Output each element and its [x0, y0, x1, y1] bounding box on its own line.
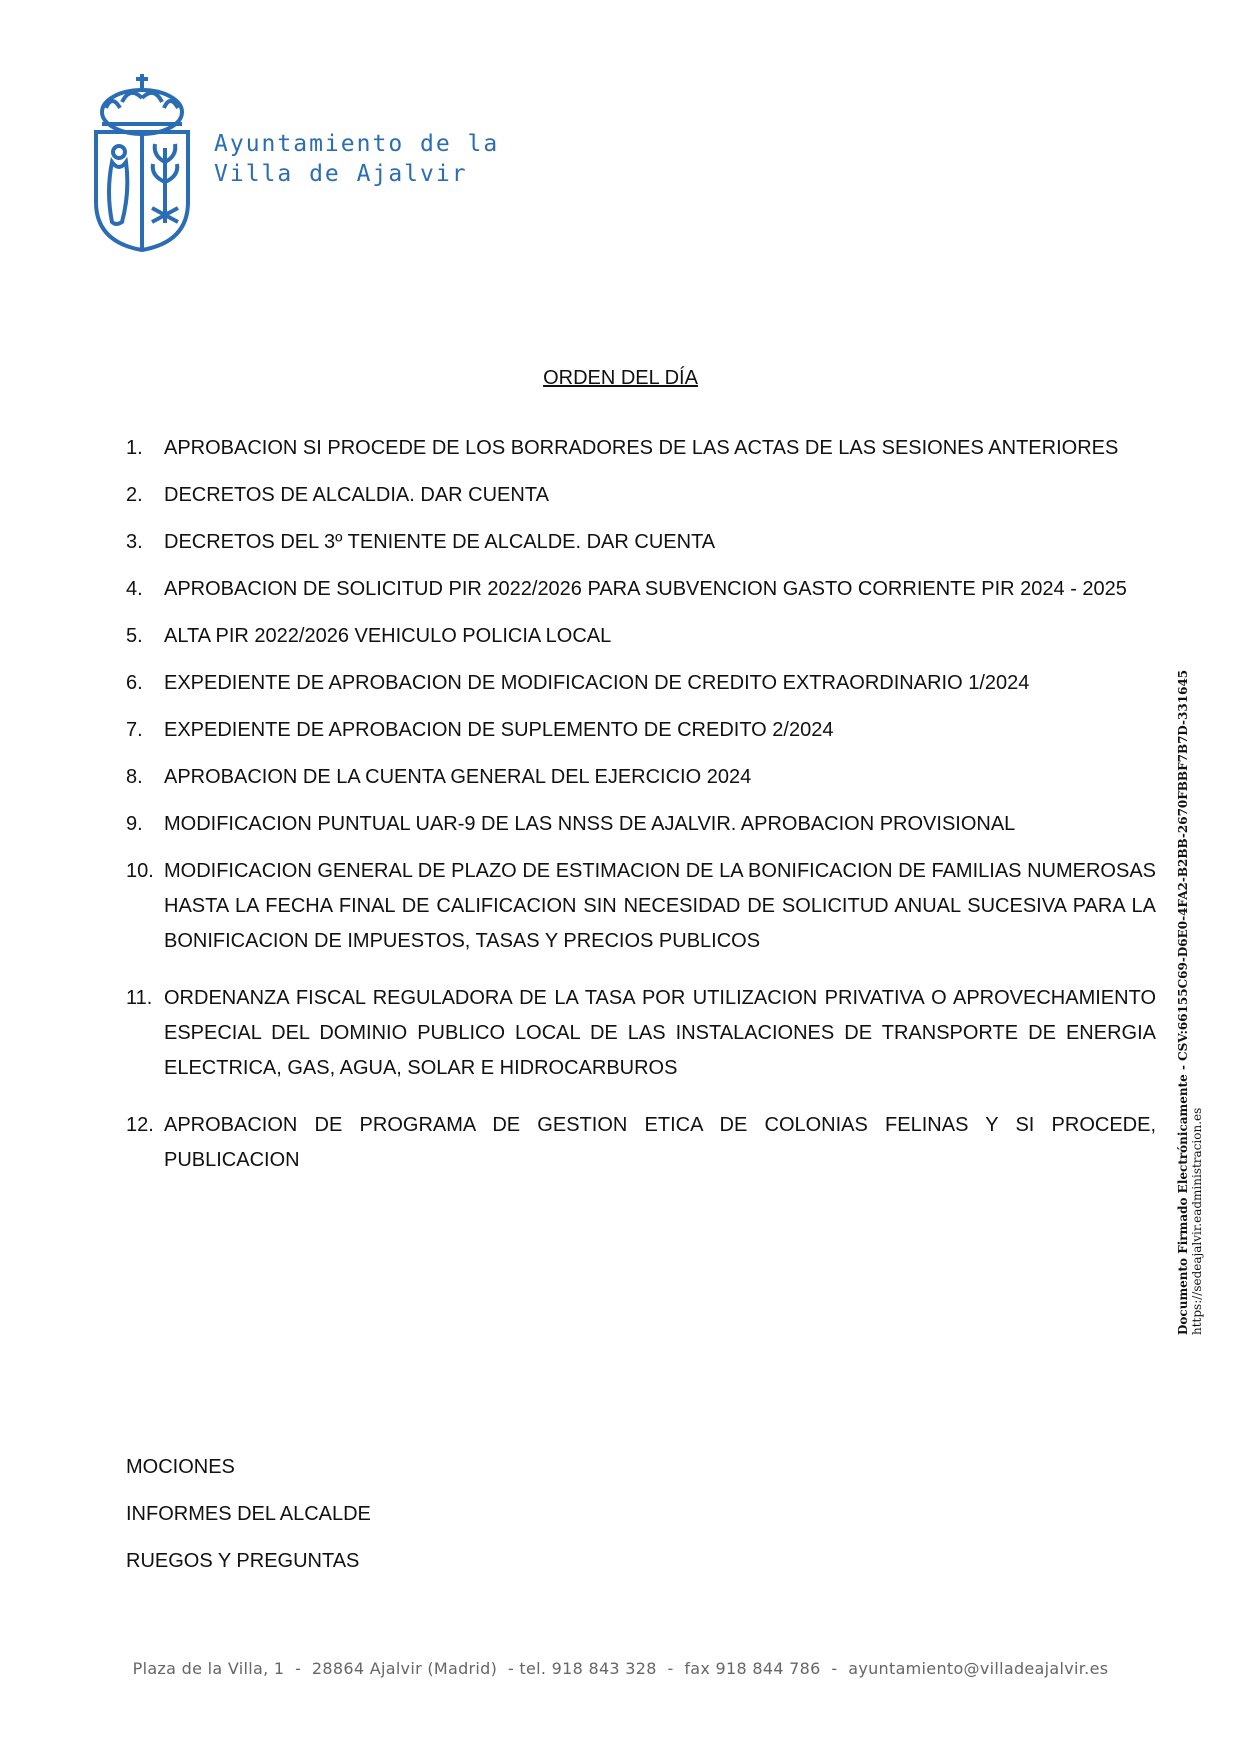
agenda-item-1: [126, 431, 1156, 466]
agenda-item-number: 2.: [126, 484, 143, 506]
agenda-item-text: ALTA PIR 2022/2026 VEHICULO POLICIA LOCAL: [164, 625, 612, 647]
agenda-item-number: 9.: [126, 813, 143, 835]
agenda-item-text: EXPEDIENTE DE APROBACION DE SUPLEMENTO DE CREDITO 2/2024: [164, 719, 834, 741]
agenda-item-text: APROBACION DE SOLICITUD PIR 2022/2026 PARA SUBVENCION GASTO CORRIENTE PIR 2024 - 2025: [164, 578, 1127, 600]
section-ruegos-preguntas: RUEGOS Y PREGUNTAS: [126, 1550, 360, 1572]
agenda-item-text: DECRETOS DEL 3º TENIENTE DE ALCALDE. DAR CUENTA: [164, 531, 716, 553]
signature-url: https://sedeajalvir.eadministracion.es: [1190, 1107, 1204, 1335]
agenda-item-5: [126, 619, 1156, 654]
agenda-item-text: APROBACION DE PROGRAMA DE GESTION ETICA DE COLONIAS FELINAS Y SI PROCEDE, PUBLICACION: [164, 1114, 1156, 1171]
organization-name-line2: Villa de Ajalvir: [214, 161, 468, 187]
additional-sections: [126, 1444, 371, 1585]
section-mociones: MOCIONES: [126, 1456, 235, 1478]
organization-name-line1: Ayuntamiento de la: [214, 131, 500, 157]
agenda-item-9: [126, 807, 1156, 842]
electronic-signature-stamp: [1176, 670, 1204, 1335]
section-informes-alcalde: INFORMES DEL ALCALDE: [126, 1503, 371, 1525]
agenda-item-number: 6.: [126, 672, 143, 694]
agenda-item-text: DECRETOS DE ALCALDIA. DAR CUENTA: [164, 484, 549, 506]
agenda-item-7: [126, 713, 1156, 748]
agenda-item-number: 11.: [126, 987, 153, 1009]
crowned-coat-of-arms-icon: [92, 72, 192, 252]
agenda-item-11: [126, 981, 1156, 1086]
agenda-item-text: APROBACION SI PROCEDE DE LOS BORRADORES DE LAS ACTAS DE LAS SESIONES ANTERIORES: [164, 437, 1119, 459]
agenda-item-number: 4.: [126, 578, 143, 600]
agenda-item-text: APROBACION DE LA CUENTA GENERAL DEL EJERCICIO 2024: [164, 766, 752, 788]
agenda-item-text: MODIFICACION PUNTUAL UAR-9 DE LAS NNSS DE AJALVIR. APROBACION PROVISIONAL: [164, 813, 1016, 835]
agenda-item-3: [126, 525, 1156, 560]
agenda-item-4: [126, 572, 1156, 607]
agenda-item-number: 3.: [126, 531, 143, 553]
agenda-item-12: [126, 1108, 1156, 1178]
signature-csv: Documento Firmado Electrónicamente - CSV:66155C69-D6E0-4FA2-B2BB-2670FBBF7B7D-331645: [1176, 669, 1190, 1335]
agenda-item-number: 5.: [126, 625, 143, 647]
footer-contact: Plaza de la Villa, 1 - 28864 Ajalvir (Madrid) - tel. 918 843 328 - fax 918 844 786 - ayuntamiento@villadeajalvir.es: [132, 1659, 1109, 1678]
coat-of-arms-logo: [92, 72, 192, 252]
document-title: ORDEN DEL DÍA: [543, 367, 698, 389]
agenda-item-text: ORDENANZA FISCAL REGULADORA DE LA TASA POR UTILIZACION PRIVATIVA O APROVECHAMIENTO ESPECIAL DEL DOMINIO PUBLICO LOCAL DE LAS INSTALACIONES DE TRANSPORTE DE ENERGIA ELECTRICA, GAS, AGUA, SOLAR E HIDROCARBUROS: [164, 987, 1156, 1079]
agenda-item-number: 1.: [126, 437, 143, 459]
agenda-item-text: MODIFICACION GENERAL DE PLAZO DE ESTIMACION DE LA BONIFICACION DE FAMILIAS NUMEROSAS HASTA LA FECHA FINAL DE CALIFICACION SIN NECESIDAD DE SOLICITUD ANUAL SUCESIVA PARA LA BONIFICACION DE IMPUESTOS, TASAS Y PRECIOS PUBLICOS: [164, 860, 1156, 952]
agenda-item-number: 10.: [126, 860, 154, 882]
agenda-item-10: [126, 854, 1156, 959]
agenda-item-text: EXPEDIENTE DE APROBACION DE MODIFICACION DE CREDITO EXTRAORDINARIO 1/2024: [164, 672, 1030, 694]
agenda-item-number: 8.: [126, 766, 143, 788]
agenda-list: [126, 431, 1156, 1190]
agenda-item-number: 7.: [126, 719, 143, 741]
agenda-item-8: [126, 760, 1156, 795]
organization-name: [214, 129, 499, 189]
agenda-item-2: [126, 478, 1156, 513]
agenda-item-6: [126, 666, 1156, 701]
agenda-item-number: 12.: [126, 1114, 154, 1136]
